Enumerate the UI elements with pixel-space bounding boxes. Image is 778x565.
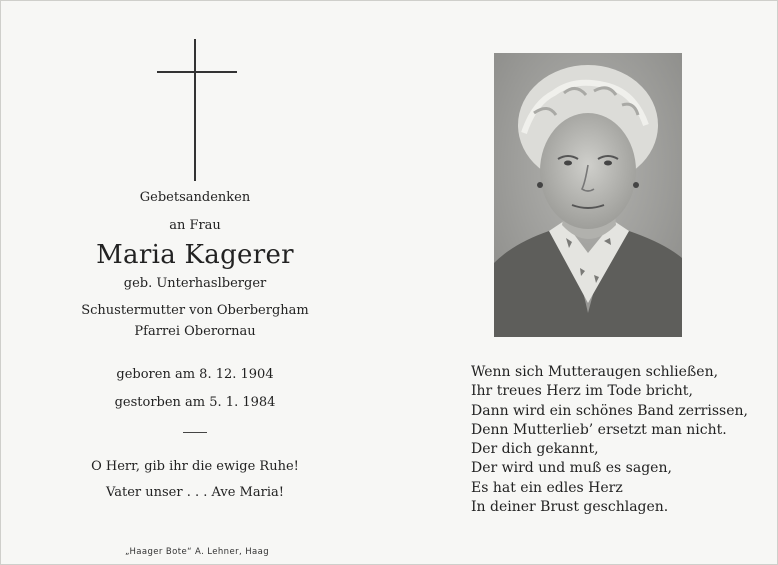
cross-icon [157, 39, 237, 181]
card-heading: Gebetsandenken [139, 190, 251, 205]
poem-line: Ihr treues Herz im Tode bricht, [471, 383, 693, 400]
deceased-name: Maria Kagerer [96, 240, 294, 270]
poem-line: Denn Mutterlieb’ ersetzt man nicht. [471, 421, 727, 438]
death-date: gestorben am 5. 1. 1984 [114, 395, 276, 410]
divider [183, 432, 207, 433]
poem-line: Der wird und muß es sagen, [471, 460, 672, 477]
prayer-line-1: O Herr, gib ihr die ewige Ruhe! [91, 459, 299, 474]
poem-line: Dann wird ein schönes Band zerrissen, [471, 402, 748, 419]
birth-date: geboren am 8. 12. 1904 [116, 367, 274, 382]
poem-line: Es hat ein edles Herz [471, 479, 623, 496]
prayer-line-2: Vater unser . . . Ave Maria! [106, 485, 284, 500]
memorial-poem [471, 363, 748, 517]
maiden-name: geb. Unterhaslberger [123, 276, 267, 291]
portrait-photo [494, 53, 682, 337]
salutation: an Frau [169, 218, 221, 233]
printer-imprint: „Haager Bote“ A. Lehner, Haag [124, 547, 270, 557]
poem-line: Der dich gekannt, [471, 441, 599, 458]
poem-line: Wenn sich Mutteraugen schließen, [471, 364, 719, 380]
poem-line: In deiner Brust geschlagen. [471, 499, 669, 516]
occupation: Schustermutter von Oberbergham [81, 303, 309, 318]
parish: Pfarrei Oberornau [134, 324, 256, 339]
